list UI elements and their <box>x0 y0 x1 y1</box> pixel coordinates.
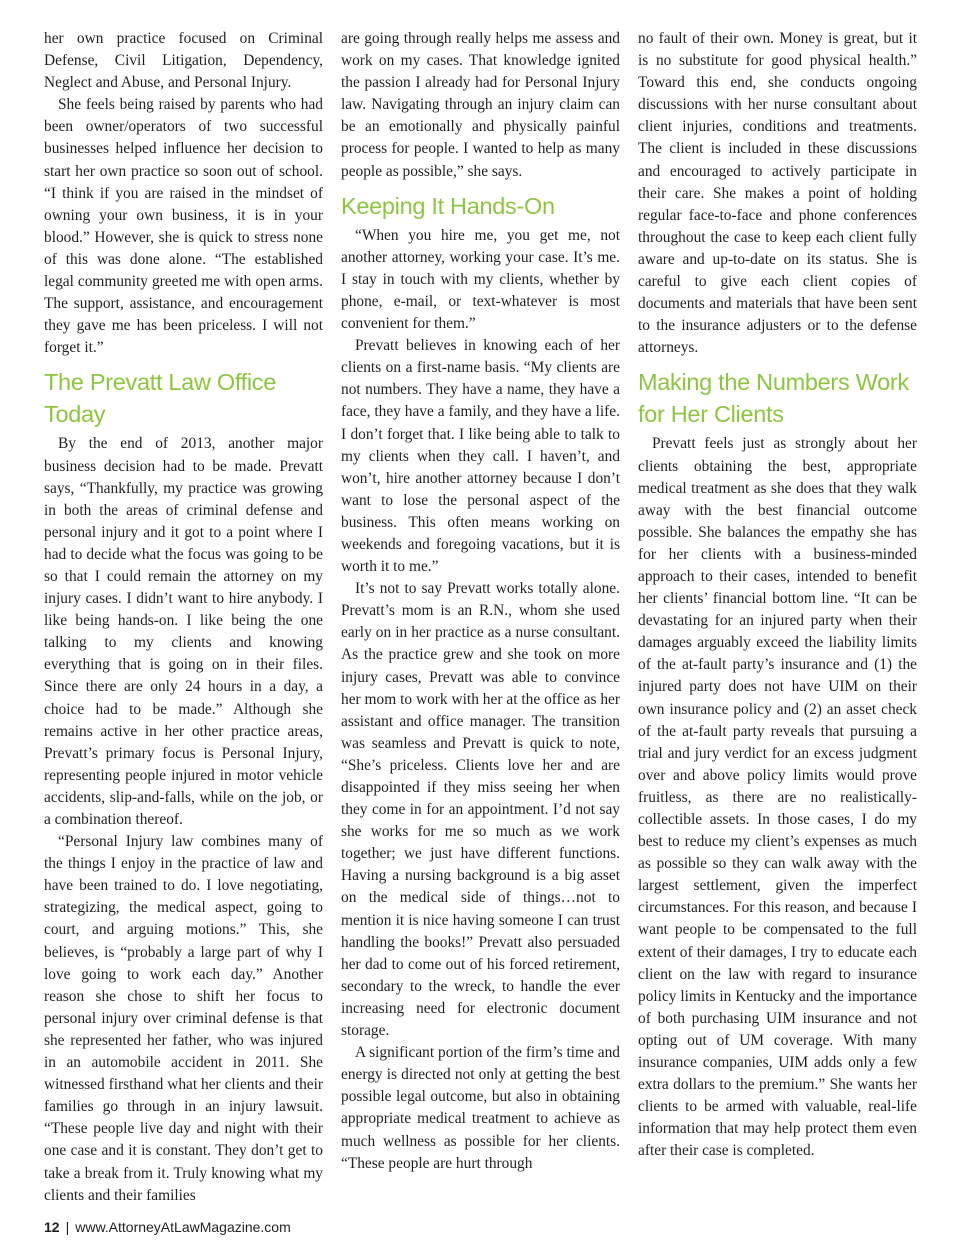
paragraph: Prevatt believes in knowing each of her clients on a first-name basis. “My clients are not numbers. They have a name, they have a face, they have a family, and they have a life. I don’t forget that. I like being able to talk to my clients when they call. I haven’t, and won’t, hire another attorney because I don’t want to lose the personal aspect of the business. This often means working on weekends and foregoing vacations, but it is worth it to me.” <box>341 337 620 576</box>
paragraph: Prevatt feels just as strongly about her clients obtaining the best, appropriate medical treatment as she does that they walk away with the best financial outcome possible. She balances the empathy she has for her clients with a business-minded approach to their cases, intended to benefit her clients’ financial bottom line. “It can be devastating for an injured party when their damages arguably exceed the liability limits of the at-fault party’s insurance and (1) the injured party does not have UIM on their own insurance policy and (2) an asset check of the at-fault party reveals that pursuing a trial and jury verdict for an excess judgment over and above policy limits would prove fruitless, as there are no realistically-collectible assets. In those cases, I do my best to reduce my client’s expenses as much as possible so they can walk away with the largest settlement, given the imperfect circumstances. For this reason, and because I want people to be compensated to the full extent of their damages, I try to educate each client on the law with regard to insurance policy limits in Kentucky and the importance of both purchasing UIM insurance and not opting out of UM coverage. With many insurance companies, UIM adds only a few extra dollars to the premium.” She wants her clients to be armed with valuable, real-life information that may help protect them even after their case is completed. <box>638 435 917 1160</box>
section-heading-keeping-it-hands-on: Keeping It Hands-On <box>341 192 555 219</box>
paragraph: By the end of 2013, another major business decision had to be made. Prevatt says, “Thankfully, my practice was growing in both the areas of criminal defense and personal injury and it got to a point where I had to decide what the focus was going to be so that I could remain the attorney on my injury cases. I didn’t want to hire anybody. I like being hands-on. I like being the one talking to my clients and knowing everything that is going on in their files. Since there are only 24 hours in a day, a choice had to be made.” Although she remains active in her other practice areas, Prevatt’s primary focus is Personal Injury, representing people injured in motor vehicle accidents, slip-and-falls, while on the job, or a combination thereof. <box>44 435 323 828</box>
paragraph: no fault of their own. Money is great, but it is no substitute for good physical health.” Toward this end, she conducts ongoing discussions with her nurse consultant about client injuries, conditions and treatments. The client is included in these discussions and encouraged to actively participate in their care. She makes a point of holding regular face-to-face and phone conferences throughout the case to keep each client fully aware and up-to-date on its status. She is careful to give each client copies of documents and materials that have been sent to the insurance adjusters or to the defense attorneys. <box>638 30 917 357</box>
page-number: 12 <box>44 1219 60 1235</box>
column-3 <box>638 28 917 1163</box>
website-url: www.AttorneyAtLawMagazine.com <box>75 1219 291 1235</box>
paragraph: “Personal Injury law combines many of the things I enjoy in the practice of law and have been trained to do. I love negotiating, strategizing, the medical aspect, going to court, and arguing motions.” This, she believes, is “probably a large part of why I love going to work each day.” Another reason she chose to shift her focus to personal injury over criminal defense is that she represented her father, who was injured in an automobile accident in 2011. She witnessed firsthand what her clients and their families go through in an injury lawsuit. “These people live day and night with their one case and it is constant. They don’t get to take a break from it. Truly knowing what my clients and their families <box>44 833 323 1204</box>
footer-separator: | <box>65 1219 70 1235</box>
paragraph: It’s not to say Prevatt works totally alone. Prevatt’s mom is an R.N., whom she used early on in her practice as a nurse consultant. As the practice grew and she took on more injury cases, Prevatt was able to convince her mom to work with her at the office as her assistant and office manager. The transition was seamless and Prevatt is quick to note, “She’s priceless. Clients love her and are disappointed if they miss seeing her when they come in for an appointment. I’d not say she works for me so much as we work together; we just have different functions. Having a nursing background is a big asset on the medical side of things…not to mention it is nice having someone I can trust handling the books!” Prevatt also persuaded her dad to come out of his forced retirement, secondary to the wreck, to handle the ever increasing need for electronic document storage. <box>341 580 620 1040</box>
section-heading-prevatt-law-office-today: The Prevatt Law Office Today <box>44 369 276 428</box>
section-heading-making-the-numbers-work: Making the Numbers Work for Her Clients <box>638 369 909 428</box>
paragraph: A significant portion of the firm’s time and energy is directed not only at getting the best possible legal outcome, but also in obtaining appropriate medical treatment to achieve as much wellness as possible for her clients. “These people are hurt through <box>341 1044 620 1172</box>
page-footer <box>44 1219 291 1235</box>
paragraph: are going through really helps me assess and work on my cases. That knowledge ignited the passion I already had for Personal Injury law. Navigating through an injury claim can be an emotionally and physically painful process for people. I wanted to help as many people as possible,” she says. <box>341 30 620 180</box>
column-1 <box>44 28 323 1207</box>
column-2 <box>341 28 620 1175</box>
paragraph: “When you hire me, you get me, not another attorney, working your case. It’s me. I stay in touch with my clients, whether by phone, e-mail, or text-whatever is most convenient for them.” <box>341 226 620 333</box>
paragraph: her own practice focused on Criminal Defense, Civil Litigation, Dependency, Neglect and Abuse, and Personal Injury. <box>44 30 323 92</box>
paragraph: She feels being raised by parents who had been owner/operators of two successful businesses helped influence her decision to start her own practice so soon out of school. “I think if you are raised in the mindset of owning your own business, it is in your blood.” However, she is quick to stress none of this was done alone. “The established legal community greeted me with open arms. The support, assistance, and encouragement they gave me has been priceless. I will not forget it.” <box>44 96 323 357</box>
